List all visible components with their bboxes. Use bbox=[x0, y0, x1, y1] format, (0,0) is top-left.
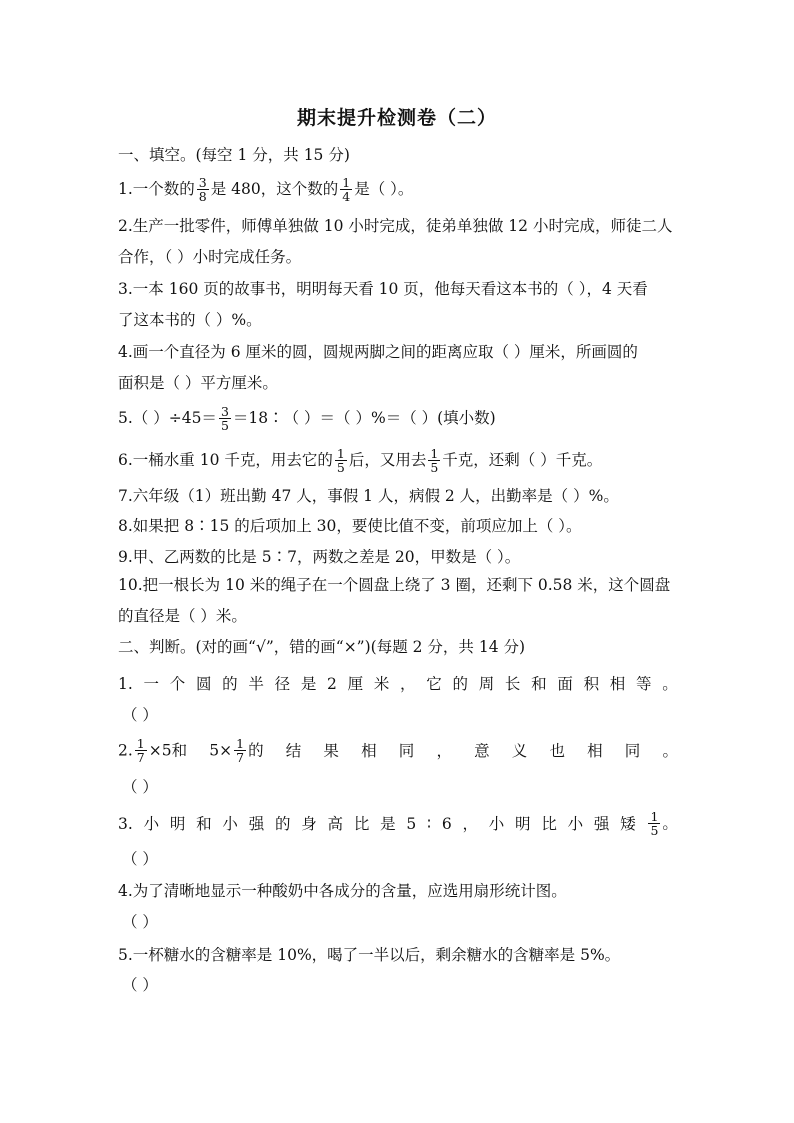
s2-q2-char: 同 bbox=[624, 742, 641, 760]
s2-q2-char: 的 bbox=[248, 741, 264, 759]
q6-text-b: 后，又用去 bbox=[348, 451, 427, 469]
s2-q2-char: ， bbox=[436, 742, 452, 760]
s2-q1-char: 的 bbox=[222, 675, 238, 693]
s2-q2-text-b: 5× bbox=[209, 741, 233, 759]
s2-q3-char: 明 bbox=[169, 815, 186, 833]
s1-question-5 bbox=[118, 401, 678, 435]
s1-question-2-line2: 合作，（ ）小时完成任务。 bbox=[118, 248, 302, 266]
q6-text-c: 千克，还剩（ ）千克。 bbox=[442, 451, 603, 469]
s2-q3-char: 矮 bbox=[620, 815, 636, 833]
s2-q1-char: 米 bbox=[373, 675, 390, 693]
s2-question-3 bbox=[118, 807, 678, 841]
s2-q3-char: 强 bbox=[593, 815, 610, 833]
s2-q1-char: 个 bbox=[169, 675, 186, 693]
s2-q2-frac2-num: 1 bbox=[236, 735, 245, 751]
q1-frac2-num: 1 bbox=[342, 174, 351, 190]
s2-q1-char: 是 bbox=[300, 675, 317, 693]
s2-question-1 bbox=[118, 671, 678, 697]
s2-question-2-answer-paren: （ ） bbox=[122, 778, 158, 796]
s2-q3-char: ∶ bbox=[427, 815, 432, 833]
s2-q2-char: 结 bbox=[285, 742, 302, 760]
s2-q3-char: 是 bbox=[380, 815, 396, 833]
s2-question-4: 4.为了清晰地显示一种酸奶中各成分的含量，应选用扇形统计图。 bbox=[118, 882, 567, 900]
s2-q1-char: 它 bbox=[426, 675, 442, 693]
page-title: 期末提升检测卷（二） bbox=[296, 107, 497, 129]
s2-question-2 bbox=[118, 735, 678, 767]
s2-q1-char: 2 bbox=[327, 675, 337, 693]
s2-q3-frac-num: 1 bbox=[650, 808, 659, 824]
s2-q1-char: 和 bbox=[531, 675, 547, 693]
s2-q2-expr-1 bbox=[118, 735, 188, 765]
s2-q1-char: 半 bbox=[248, 675, 264, 693]
s2-q3-char: 的 bbox=[274, 815, 291, 833]
s2-q3-frac-den: 5 bbox=[650, 822, 659, 838]
q6-frac1-den: 5 bbox=[336, 459, 345, 475]
s1-question-2-line1: 2.生产一批零件，师傅单独做 10 小时完成，徒弟单独做 12 小时完成，师徒二人 bbox=[118, 217, 673, 235]
s2-q1-char: 面 bbox=[557, 675, 573, 693]
s2-q2-char: 。 bbox=[662, 742, 678, 760]
s1-question-4-line2: 面积是（ ）平方厘米。 bbox=[118, 374, 278, 392]
s1-question-10-line1: 10.把一根长为 10 米的绳子在一个圆盘上绕了 3 圈，还剩下 0.58 米，这个圆盘 bbox=[118, 576, 671, 594]
s2-q3-char: 比 bbox=[541, 815, 557, 833]
q5-fraction bbox=[219, 405, 231, 432]
q6-fraction-1 bbox=[335, 447, 347, 474]
s2-q3-char: 6 bbox=[441, 815, 452, 833]
s1-question-3-line2: 了这本书的（ ）%。 bbox=[118, 311, 262, 329]
s2-q3-tail bbox=[646, 808, 678, 838]
s2-q2-fraction-1 bbox=[135, 737, 147, 764]
s2-q2-frac1-den: 7 bbox=[136, 749, 145, 765]
q6-text-a: 6.一桶水重 10 千克，用去它的 bbox=[118, 451, 333, 469]
s2-q3-char: 3. bbox=[118, 815, 133, 833]
s2-q1-char: 相 bbox=[609, 675, 626, 693]
s2-q2-char: 果 bbox=[323, 742, 339, 760]
q5-text-b: ＝18∶（ ）＝（ ）%＝（ ）(填小数) bbox=[232, 409, 496, 427]
s2-q3-char: 小 bbox=[488, 815, 505, 833]
s2-q2-char: 同 bbox=[398, 742, 415, 760]
s2-q2-frac2-den: 7 bbox=[236, 749, 245, 765]
s2-q3-char: 强 bbox=[248, 815, 265, 833]
q6-fraction-2 bbox=[428, 447, 440, 474]
s2-q1-char: 一 bbox=[143, 675, 160, 693]
s2-q1-char: ， bbox=[400, 675, 416, 693]
s2-q3-char: 比 bbox=[353, 815, 370, 833]
s2-q1-char: 。 bbox=[662, 675, 678, 693]
q6-frac2-den: 5 bbox=[430, 459, 439, 475]
s2-q3-char: 和 bbox=[196, 815, 212, 833]
s2-q3-char: 小 bbox=[567, 815, 584, 833]
s2-q3-fraction bbox=[648, 810, 660, 837]
q1-text-b: 是 480，这个数的 bbox=[210, 180, 339, 198]
s2-q2-text-a: ×5和 bbox=[148, 741, 188, 759]
s2-q2-fraction-2 bbox=[234, 737, 246, 764]
s1-question-9: 9.甲、乙两数的比是 5∶7，两数之差是 20，甲数是（ ）。 bbox=[118, 548, 521, 566]
s2-question-4-answer-paren: （ ） bbox=[122, 913, 158, 931]
s2-q2-pre: 2. bbox=[118, 741, 133, 759]
s2-q3-char: 明 bbox=[515, 815, 531, 833]
s2-q3-char: 高 bbox=[327, 815, 344, 833]
s2-q3-char: ， bbox=[462, 815, 478, 833]
s1-question-7: 7.六年级（1）班出勤 47 人，事假 1 人，病假 2 人，出勤率是（ ）%。 bbox=[118, 487, 619, 505]
s1-question-8: 8.如果把 8∶15 的后项加上 30，要使比值不变，前项应加上（ ）。 bbox=[118, 517, 582, 535]
s2-q2-char: 相 bbox=[587, 742, 603, 760]
s2-q1-char: 积 bbox=[583, 675, 600, 693]
q1-fraction-2 bbox=[340, 176, 352, 203]
section1-heading: 一、填空。(每空 1 分，共 15 分) bbox=[118, 146, 350, 164]
q1-text-a: 1.一个数的 bbox=[118, 180, 195, 198]
q5-text-a: 5.（ ）÷45＝ bbox=[118, 409, 217, 427]
s2-q3-end: 。 bbox=[662, 814, 678, 832]
s2-q3-char: 小 bbox=[143, 815, 160, 833]
s2-q3-char: 5 bbox=[406, 815, 417, 833]
s2-q1-char: 1. bbox=[118, 675, 133, 693]
s2-q2-char: 义 bbox=[511, 742, 528, 760]
s2-q1-char: 等 bbox=[636, 675, 652, 693]
s2-question-3-answer-paren: （ ） bbox=[122, 850, 158, 868]
s1-question-10-line2: 的直径是（ ）米。 bbox=[118, 607, 247, 625]
q1-text-c: 是（ ）。 bbox=[354, 180, 414, 198]
s2-q1-char: 的 bbox=[452, 675, 468, 693]
q1-frac1-den: 8 bbox=[198, 188, 207, 204]
s2-q1-char: 径 bbox=[274, 675, 291, 693]
s1-question-1 bbox=[118, 174, 678, 204]
s2-q2-frac1-num: 1 bbox=[136, 735, 145, 751]
s2-q2-char: 也 bbox=[549, 742, 565, 760]
section2-heading: 二、判断。(对的画“√”，错的画“×”)(每题 2 分，共 14 分) bbox=[118, 638, 526, 656]
s2-q1-char: 圆 bbox=[195, 675, 212, 693]
s2-question-1-answer-paren: （ ） bbox=[122, 706, 158, 724]
s2-question-5-answer-paren: （ ） bbox=[122, 976, 158, 994]
s2-q3-char: 小 bbox=[222, 815, 238, 833]
s1-question-6 bbox=[118, 444, 678, 476]
s2-q2-char: 相 bbox=[361, 742, 377, 760]
s2-question-5: 5.一杯糖水的含糖率是 10%，喝了一半以后，剩余糖水的含糖率是 5%。 bbox=[118, 946, 621, 964]
s2-q3-char: 身 bbox=[301, 815, 317, 833]
q1-fraction-1 bbox=[197, 176, 209, 203]
q1-frac2-den: 4 bbox=[342, 188, 351, 204]
q5-frac-den: 5 bbox=[220, 417, 229, 433]
s1-question-4-line1: 4.画一个直径为 6 厘米的圆，圆规两脚之间的距离应取（ ）厘米，所画圆的 bbox=[118, 343, 638, 361]
s2-q2-char: 意 bbox=[474, 742, 490, 760]
q6-frac1-num: 1 bbox=[336, 445, 345, 461]
q6-frac2-num: 1 bbox=[430, 445, 439, 461]
q5-frac-num: 3 bbox=[220, 403, 229, 419]
s1-question-3-line1: 3.一本 160 页的故事书，明明每天看 10 页，他每天看这本书的（ ），4 天看 bbox=[118, 280, 648, 298]
s2-q1-char: 周 bbox=[478, 675, 495, 693]
s2-q2-expr-2 bbox=[209, 735, 264, 765]
s2-q1-char: 厘 bbox=[347, 675, 364, 693]
s2-q1-char: 长 bbox=[504, 675, 521, 693]
q1-frac1-num: 3 bbox=[198, 174, 207, 190]
